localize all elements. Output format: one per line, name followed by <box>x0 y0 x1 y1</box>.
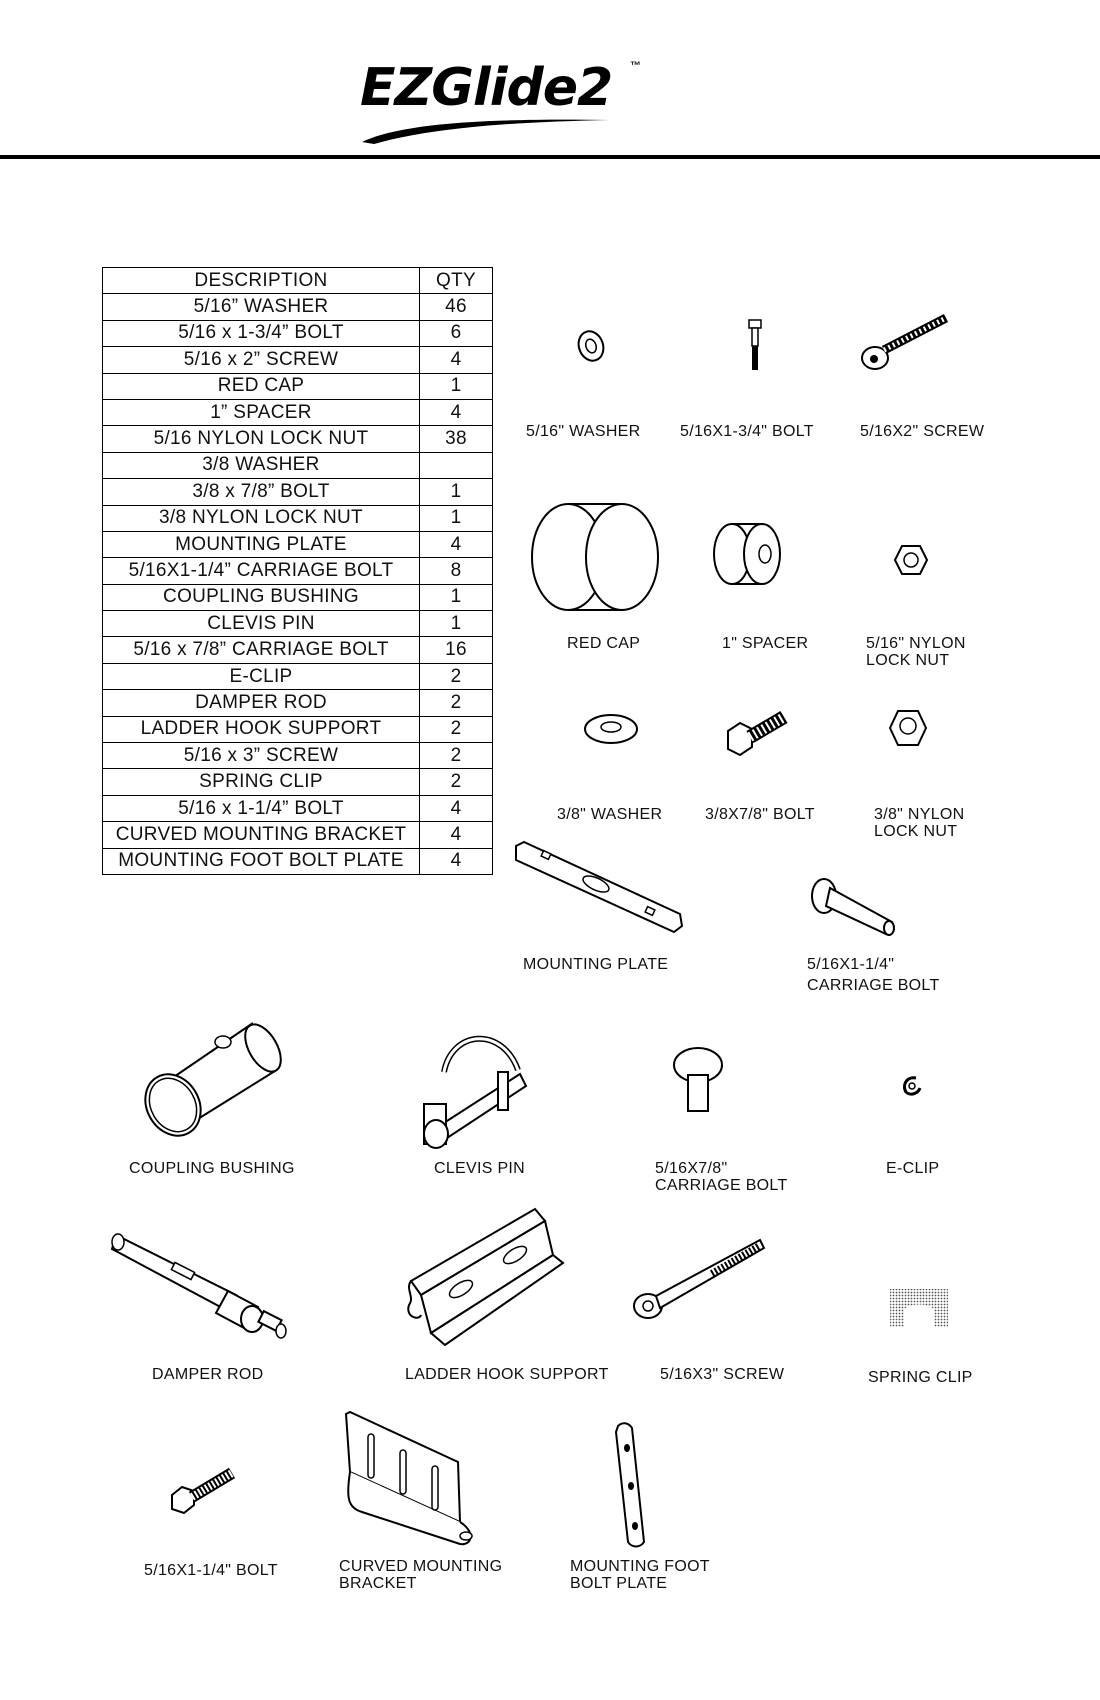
part-qty: 4 <box>420 531 493 557</box>
table-row <box>103 743 493 769</box>
bolt-516x114-illustration <box>168 1465 240 1515</box>
part-qty: 2 <box>420 743 493 769</box>
label-coupling-bushing: COUPLING BUSHING <box>129 1160 295 1177</box>
washer-38-illustration <box>582 711 640 747</box>
label-mounting-foot-bolt-plate-line1: MOUNTING FOOT <box>570 1558 710 1575</box>
damper-rod-illustration <box>110 1225 295 1345</box>
label-nylon-nut-38-line1: 3/8" NYLON <box>874 806 965 823</box>
label-bolt-516x114: 5/16X1-1/4" BOLT <box>144 1562 278 1579</box>
table-row <box>103 637 493 663</box>
part-description: 3/8 x 7/8” BOLT <box>103 479 420 505</box>
e-clip-illustration <box>900 1074 924 1098</box>
part-description: DAMPER ROD <box>103 690 420 716</box>
part-qty: 1 <box>420 611 493 637</box>
part-description: 5/16 x 1-3/4” BOLT <box>103 320 420 346</box>
logo-swoosh-icon <box>360 116 620 146</box>
part-description: 5/16 NYLON LOCK NUT <box>103 426 420 452</box>
label-carriage-bolt-516x114-line2: CARRIAGE BOLT <box>807 977 940 994</box>
part-description: MOUNTING FOOT BOLT PLATE <box>103 848 420 874</box>
table-row <box>103 426 493 452</box>
part-description: 5/16 x 1-1/4” BOLT <box>103 795 420 821</box>
part-description: COUPLING BUSHING <box>103 584 420 610</box>
ladder-hook-support-illustration <box>405 1205 575 1355</box>
parts-table <box>102 267 493 875</box>
table-row <box>103 584 493 610</box>
screw-516x2-illustration <box>858 312 958 372</box>
coupling-bushing-illustration <box>125 1015 285 1135</box>
part-qty: 4 <box>420 848 493 874</box>
part-qty: 38 <box>420 426 493 452</box>
table-row <box>103 690 493 716</box>
part-description: CLEVIS PIN <box>103 611 420 637</box>
label-screw-516x2: 5/16X2" SCREW <box>860 423 985 440</box>
part-qty: 4 <box>420 399 493 425</box>
label-carriage-bolt-516x78-line1: 5/16X7/8" <box>655 1160 728 1177</box>
part-qty: 2 <box>420 690 493 716</box>
curved-mounting-bracket-illustration <box>342 1412 492 1550</box>
part-qty: 4 <box>420 347 493 373</box>
table-row <box>103 558 493 584</box>
table-row <box>103 399 493 425</box>
part-description: 5/16 x 2” SCREW <box>103 347 420 373</box>
label-spacer-1: 1" SPACER <box>722 635 809 652</box>
table-row <box>103 452 493 478</box>
label-curved-mounting-bracket-line2: BRACKET <box>339 1575 417 1592</box>
washer-516-illustration <box>574 327 608 365</box>
label-bolt-516x134: 5/16X1-3/4" BOLT <box>680 423 814 440</box>
part-qty: 16 <box>420 637 493 663</box>
table-row <box>103 611 493 637</box>
part-description: E-CLIP <box>103 663 420 689</box>
part-description: CURVED MOUNTING BRACKET <box>103 822 420 848</box>
part-qty: 1 <box>420 373 493 399</box>
part-qty: 46 <box>420 294 493 320</box>
brand-logo <box>360 58 660 143</box>
table-row <box>103 663 493 689</box>
label-screw-516x3: 5/16X3" SCREW <box>660 1366 785 1383</box>
part-qty: 1 <box>420 584 493 610</box>
label-damper-rod: DAMPER ROD <box>152 1366 264 1383</box>
label-washer-38: 3/8" WASHER <box>557 806 663 823</box>
table-row <box>103 848 493 874</box>
column-header-qty: QTY <box>420 268 493 294</box>
table-row <box>103 294 493 320</box>
carriage-bolt-516x114-illustration <box>806 876 896 944</box>
label-nylon-nut-516-line2: LOCK NUT <box>866 652 950 669</box>
part-description: 5/16X1-1/4” CARRIAGE BOLT <box>103 558 420 584</box>
part-description: 5/16 x 7/8” CARRIAGE BOLT <box>103 637 420 663</box>
part-description: 5/16” WASHER <box>103 294 420 320</box>
part-qty: 4 <box>420 795 493 821</box>
brand-name: EZGlide2 <box>360 58 613 118</box>
nylon-nut-516-illustration <box>893 543 929 577</box>
part-qty: 2 <box>420 663 493 689</box>
bolt-516x134-illustration <box>745 318 765 374</box>
table-row <box>103 505 493 531</box>
label-carriage-bolt-516x78-line2: CARRIAGE BOLT <box>655 1177 788 1194</box>
spring-clip-illustration <box>886 1285 952 1331</box>
label-nylon-nut-516-line1: 5/16" NYLON <box>866 635 966 652</box>
part-qty: 2 <box>420 716 493 742</box>
label-carriage-bolt-516x114-line1: 5/16X1-1/4" <box>807 956 895 973</box>
mounting-foot-bolt-plate-illustration <box>610 1422 650 1550</box>
table-row <box>103 347 493 373</box>
part-description: 1” SPACER <box>103 399 420 425</box>
part-qty: 1 <box>420 479 493 505</box>
label-spring-clip: SPRING CLIP <box>868 1369 973 1386</box>
part-description: MOUNTING PLATE <box>103 531 420 557</box>
part-description: SPRING CLIP <box>103 769 420 795</box>
part-description: 3/8 WASHER <box>103 452 420 478</box>
header-rule <box>0 155 1100 159</box>
red-cap-illustration <box>528 498 664 616</box>
part-description: LADDER HOOK SUPPORT <box>103 716 420 742</box>
part-qty <box>420 452 493 478</box>
table-row <box>103 822 493 848</box>
clevis-pin-illustration <box>418 1030 538 1154</box>
bolt-38x78-illustration <box>722 705 792 759</box>
label-mounting-plate: MOUNTING PLATE <box>523 956 669 973</box>
label-washer-516: 5/16" WASHER <box>526 423 641 440</box>
table-row <box>103 795 493 821</box>
table-row <box>103 479 493 505</box>
nylon-nut-38-illustration <box>888 708 928 748</box>
label-bolt-38x78: 3/8X7/8" BOLT <box>705 806 815 823</box>
part-description: RED CAP <box>103 373 420 399</box>
part-qty: 4 <box>420 822 493 848</box>
label-clevis-pin: CLEVIS PIN <box>434 1160 526 1177</box>
part-qty: 8 <box>420 558 493 584</box>
table-row <box>103 373 493 399</box>
label-red-cap: RED CAP <box>567 635 641 652</box>
mounting-plate-illustration <box>512 840 688 936</box>
spacer-1-illustration <box>710 520 788 590</box>
part-description: 5/16 x 3” SCREW <box>103 743 420 769</box>
table-row <box>103 716 493 742</box>
part-description: 3/8 NYLON LOCK NUT <box>103 505 420 531</box>
label-curved-mounting-bracket-line1: CURVED MOUNTING <box>339 1558 503 1575</box>
part-qty: 2 <box>420 769 493 795</box>
label-ladder-hook-support: LADDER HOOK SUPPORT <box>405 1366 609 1383</box>
table-header-row <box>103 268 493 294</box>
table-row <box>103 769 493 795</box>
carriage-bolt-516x78-illustration <box>670 1045 726 1115</box>
screw-516x3-illustration <box>628 1238 768 1322</box>
table-row <box>103 320 493 346</box>
part-qty: 6 <box>420 320 493 346</box>
label-mounting-foot-bolt-plate-line2: BOLT PLATE <box>570 1575 668 1592</box>
trademark-symbol: ™ <box>630 60 641 72</box>
column-header-description: DESCRIPTION <box>103 268 420 294</box>
table-row <box>103 531 493 557</box>
part-qty: 1 <box>420 505 493 531</box>
label-nylon-nut-38-line2: LOCK NUT <box>874 823 958 840</box>
label-e-clip: E-CLIP <box>886 1160 940 1177</box>
